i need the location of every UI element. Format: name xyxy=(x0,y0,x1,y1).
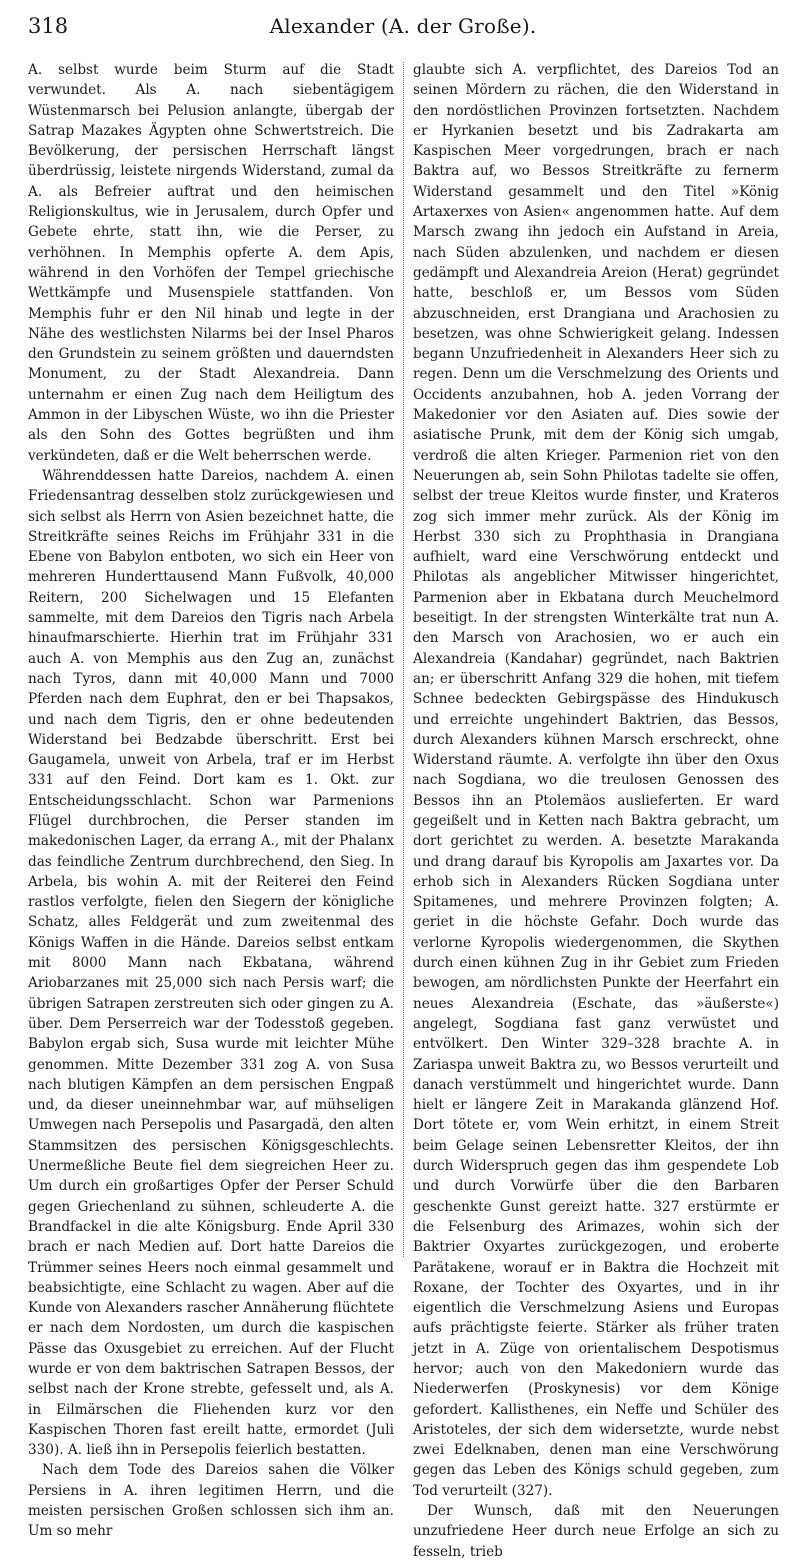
paragraph: Nach dem Tode des Dareios sahen die Völker Persiens in A. ihren legitimen Herrn, und die meisten persischen Großen schlossen sich ihm an. Um so mehr xyxy=(28,1462,394,1540)
paragraph: Währenddessen hatte Dareios, nachdem A. einen Friedensantrag desselben stolz zurückgewiesen und sich selbst als Herrn von Asien bezeichnet hatte, die Streitkräfte seines Reichs im Frühjahr 331 in die Ebene von Babylon entboten, wo sich ein Heer von mehreren Hunderttausend Mann Fußvolk, 40,000 Reitern, 200 Sichelwagen und 15 Elefanten sammelte, mit dem Dareios den Tigris nach Arbela hinaufmarschierte. Hierhin trat im Frühjahr 331 auch A. von Memphis aus den Zug an, zunächst nach Tyros, dann mit 40,000 Mann und 7000 Pferden nach dem Euphrat, den er bei Thapsakos, und nach dem Tigris, den er ohne bedeutenden Widerstand bei Bedzabde überschritt. Erst bei Gaugamela, unweit von Arbela, traf er im Herbst 331 auf den Feind. Dort kam es 1. Okt. zur Entscheidungsschlacht. Schon war Parmenions Flügel durchbrochen, die Perser standen im makedonischen Lager, da errang A., mit der Phalanx das feindliche Zentrum durchbrechend, den Sieg. In Arbela, bis wohin A. mit der Reiterei den Feind rastlos verfolgte, fielen den Siegern der königliche Schatz, alles Feldgerät und zum zweitenmal des Königs Waffen in die Hände. Dareios selbst entkam mit 8000 Mann nach Ekbatana, während Ariobarzanes mit 25,000 sich nach Persis warf; die übrigen Satrapen zerstreuten sich oder gingen zu A. über. Dem Perserreich war der Todesstoß gegeben. Babylon ergab sich, Susa wurde mit leichter Mühe genommen. Mitte Dezember 331 zog A. von Susa nach blutigen Kämpfen an dem persischen Engpaß und, da dieser uneinnehmbar war, auf mühseligen Umwegen nach Persepolis und Pasargadä, den alten Stammsitzen des persischen Königsgeschlechts. Unermeßliche Beute fiel dem siegreichen Heer zu. Um durch ein großartiges Opfer der Perser Schuld gegen Griechenland zu sühnen, schleuderte A. die Brandfackel in die alte Königsburg. Ende April 330 brach er nach Medien auf. Dort hatte Dareios die Trümmer seines Heers noch einmal gesammelt und beabsichtigte, eine Schlacht zu wagen. Aber auf die Kunde von Alexanders rascher Annäherung flüchtete er nach dem Nordosten, um durch die kaspischen Pässe das Oxusgebiet zu erreichen. Auf der Flucht wurde er von dem baktrischen Satrapen Bessos, der selbst nach der Krone strebte, gefesselt und, als A. in Eilmärschen die Fliehenden kurz vor den Kaspischen Thoren fast ereilt hatte, ermordet (Juli 330). A. ließ ihn in Persepolis feierlich bestatten. xyxy=(28,467,394,1459)
right-column xyxy=(413,60,779,1562)
page-header xyxy=(28,14,778,44)
paragraph: A. selbst wurde beim Sturm auf die Stadt verwundet. Als A. nach siebentägigem Wüstenmarsch bei Pelusion anlangte, übergab der Satrap Mazakes Ägypten ohne Schwertstreich. Die Bevölkerung, der persischen Herrschaft längst überdrüssig, leistete nirgends Widerstand, zumal da A. als Befreier auftrat und den heimischen Religionskultus, wie in Jerusalem, durch Opfer und Gebete ehrte, statt ihn, wie die Perser, zu verhöhnen. In Memphis opferte A. dem Apis, während in den Vorhöfen der Tempel griechische Wettkämpfe und Musenspiele stattfanden. Von Memphis fuhr er den Nil hinab und legte in der Nähe des westlichsten Nilarms bei der Insel Pharos den Grundstein zu seinem größten und dauerndsten Monument, zu der Stadt Alexandreia. Dann unternahm er einen Zug nach dem Heiligtum des Ammon in der Libyschen Wüste, wo ihn die Priester als den Sohn des Gottes begrüßten und ihm verkündeten, daß er die Welt beherrschen werde. xyxy=(28,62,394,464)
paragraph: glaubte sich A. verpflichtet, des Dareios Tod an seinen Mördern zu rächen, die den Widerstand in den nordöstlichen Provinzen fortsetzten. Nachdem er Hyrkanien besetzt und bis Zadrakarta am Kaspischen Meer vorgedrungen, brach er nach Baktra auf, wo Bessos Streitkräfte zu fernerm Widerstand gesammelt und den Titel »König Artaxerxes von Asien« angenommen hatte. Auf dem Marsch zwang ihn jedoch ein Aufstand in Areia, nach Süden abzulenken, und nachdem er diesen gedämpft und Alexandreia Areion (Herat) gegründet hatte, beschloß er, um Bessos vom Süden abzuschneiden, erst Drangiana und Arachosien zu besetzen, was ohne Schwierigkeit gelang. Indessen begann Unzufriedenheit in Alexanders Heer sich zu regen. Denn um die Verschmelzung des Orients und Occidents anzubahnen, hob A. jeden Vorrang der Makedonier vor den Asiaten auf. Dies sowie der asiatische Prunk, mit dem der König sich umgab, verdroß die alten Krieger. Parmenion riet von den Neuerungen ab, sein Sohn Philotas tadelte sie offen, selbst der treue Kleitos wurde finster, und Krateros zog sich immer mehr zurück. Als der König im Herbst 330 sich zu Prophthasia in Drangiana aufhielt, ward eine Verschwörung entdeckt und Philotas als angeblicher Mitwisser hingerichtet, Parmenion aber in Ekbatana durch Meuchelmord beseitigt. In der strengsten Winterkälte trat nun A. den Marsch von Arachosien, wo er auch ein Alexandreia (Kandahar) gegründet, nach Baktrien an; er überschritt Anfang 329 die hohen, mit tiefem Schnee bedeckten Gebirgspässe des Hindukusch und erreichte ungehindert Baktrien, das Bessos, durch Alexanders kühnen Marsch erschreckt, ohne Widerstand räumte. A. verfolgte ihn über den Oxus nach Sogdiana, wo die treulosen Genossen des Bessos ihn an Ptolemäos auslieferten. Er ward gegeißelt und in Ketten nach Baktra gebracht, um dort gerichtet zu werden. A. besetzte Marakanda und drang darauf bis Kyropolis am Jaxartes vor. Da erhob sich in Alexanders Rücken Sogdiana unter Spitamenes, und mehrere Provinzen folgten; A. geriet in die höchste Gefahr. Doch wurde das verlorne Kyropolis wiedergenommen, die Skythen durch einen kühnen Zug in ihr Gebiet zum Frieden bewogen, am nördlichsten Punkte der Heerfahrt ein neues Alexandreia (Eschate, das »äußerste«) angelegt, Sogdiana fast ganz verwüstet und entvölkert. Den Winter 329–328 brachte A. in Zariaspa unweit Baktra zu, wo Bessos verurteilt und danach verstümmelt und hingerichtet wurde. Dann hielt er längere Zeit in Marakanda glänzend Hof. Dort tötete er, vom Wein erhitzt, in einem Streit beim Gelage seinen Lebensretter Kleitos, der ihn durch Widerspruch gegen das ihm gespendete Lob und durch Vorwürfe über die den Barbaren geschenkte Gunst gereizt hatte. 327 erstürmte er die Felsenburg des Arimazes, wohin sich der Baktrier Oxyartes zurückgezogen, und eroberte Parätakene, worauf er in Baktra die Hochzeit mit Roxane, der Tochter des Oxyartes, und in ihr eigentlich die Verschmelzung Asiens und Europas aufs prächtigste feierte. Stärker als früher traten jetzt in A. Züge von orientalischem Despotismus hervor; auch von den Makedoniern wurde das Niederwerfen (Proskynesis) vor dem Könige gefordert. Kallisthenes, ein Neffe und Schüler des Aristoteles, der sich dem widersetzte, wurde nebst zwei Edelknaben, denen man eine Verschwörung gegen das Leben des Königs schuld gegeben, zum Tod verurteilt (327). xyxy=(413,62,779,1499)
left-column xyxy=(28,60,394,1542)
paragraph: Der Wunsch, daß mit den Neuerungen unzufriedene Heer durch neue Erfolge an sich zu fesseln, trieb xyxy=(413,1503,779,1560)
running-title: Alexander (A. der Große). xyxy=(269,14,537,38)
page-number: 318 xyxy=(28,14,69,38)
column-divider xyxy=(403,62,404,1257)
